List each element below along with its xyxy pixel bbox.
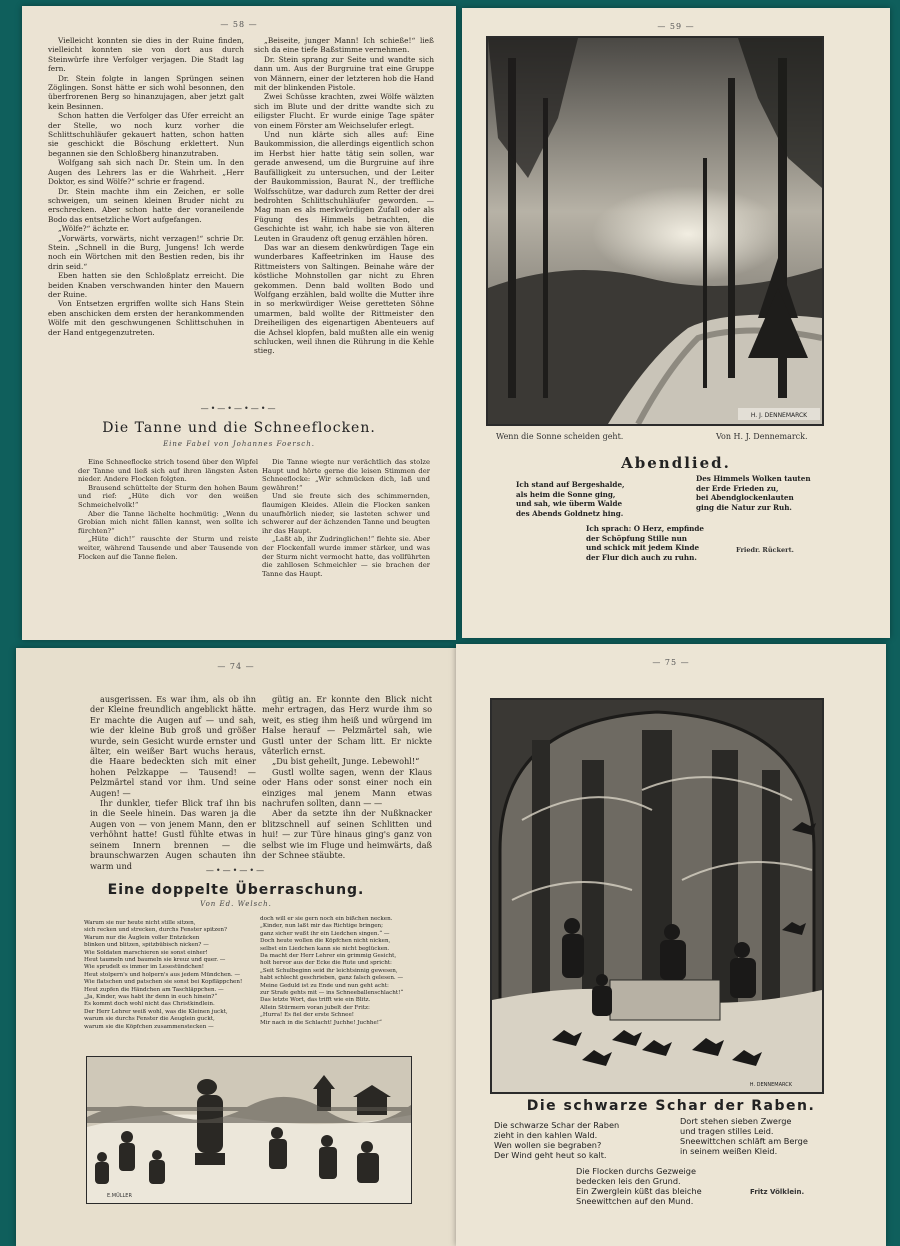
poem-line: Wie sprudelt es immer im Lesestündchen! bbox=[84, 964, 204, 971]
poem-line: Die Flocken durchs Gezweige bbox=[576, 1166, 697, 1176]
poem-line: Heut stolpern's und holpern's aus jedem Mündchen. — bbox=[84, 971, 241, 978]
poem-title: Abendlied. bbox=[621, 454, 731, 472]
snowball-fight-engraving bbox=[87, 1057, 411, 1203]
poem-line: des Abends Goldnetz hing. bbox=[516, 508, 624, 518]
text-column-right bbox=[262, 694, 432, 861]
poem-stanza-3 bbox=[586, 524, 704, 562]
poem-line: sich recken und strecken, durchs Fenster spitzen? bbox=[84, 927, 227, 934]
story-title: Eine doppelte Überraschung. bbox=[107, 882, 365, 898]
paragraph: „Wölfe?“ ächzte er. bbox=[58, 224, 130, 234]
poem-line: habt schlecht geschrieben, ganz falsch gelesen. — bbox=[260, 975, 404, 982]
poem-line: bedecken leis den Grund. bbox=[576, 1176, 681, 1186]
paragraph: Aber da setzte ihn der Nußknacker blitzschnell auf seinen Schlitten und hui! — zur Türe hinaus ging's ganz von selbst wie im Fluge und heimwärts, daß der Schnee stäubte. bbox=[262, 808, 432, 861]
fable-column-left bbox=[78, 458, 258, 561]
page-74 bbox=[16, 648, 456, 1246]
poem-line: Wen wollen sie begraben? bbox=[494, 1140, 602, 1150]
poem-line: Des Himmels Wolken tauten bbox=[696, 474, 811, 483]
poem-line: und schick mit jedem Kinde bbox=[586, 543, 700, 552]
poem-line: der Erde Frieden zu, bbox=[696, 483, 779, 493]
poem-line: ganz sicher wußt ihr ein Liedchen singen.“ — bbox=[260, 930, 390, 937]
paragraph: Vielleicht konnten sie dies in der Ruine finden, vielleicht konnten sie von dort aus durch Steinwürfe ihre Verfolger verjagen. Die Stadt lag fern. bbox=[48, 36, 244, 74]
text-column-left bbox=[90, 694, 256, 871]
poem-line: warum sie durchs Fenster die Aeuglein guckt, bbox=[84, 1016, 215, 1023]
paragraph: „Beiseite, junger Mann! Ich schieße!“ ließ sich da eine tiefe Baßstimme vernehmen. bbox=[254, 36, 434, 55]
poem-line: Wie Soldaten marschieren sie sonst einher! bbox=[84, 949, 208, 956]
ornament-divider: —•—•—•— bbox=[205, 866, 267, 875]
poem-author: Friedr. Rückert. bbox=[736, 546, 794, 554]
poem-line: Ich sprach: O Herz, empfinde bbox=[586, 524, 704, 533]
poem-line: Ich stand auf Bergeshalde, bbox=[516, 480, 625, 489]
text-column-right bbox=[254, 36, 434, 356]
fable-subtitle: Eine Fabel von Johannes Foersch. bbox=[163, 440, 315, 448]
poem-line: Wie flatschen und patschen sie sonst bei Kopfläppchen! bbox=[84, 979, 243, 986]
poem-title: Die schwarze Schar der Raben. bbox=[526, 1098, 816, 1114]
illustration-signature: H. J. DENNEMARCK bbox=[750, 412, 808, 419]
poem-column-left bbox=[84, 920, 258, 1031]
poem-line: Allein Stürmern voran jubelt der Fritz: bbox=[260, 1004, 370, 1011]
poem-line: Sneewittchen schläft am Berge bbox=[680, 1136, 808, 1146]
paragraph: Die Tanne wiegte nur verächtlich das stolze Haupt und hörte gerne die leisen Stimmen der Schneeflocke: „Wir schmücken dich, laß und gewähren!“ bbox=[262, 458, 430, 492]
poem-line: Der Wind geht heut so kalt. bbox=[494, 1150, 607, 1160]
poem-line: „Ja, Kinder, was habt ihr denn in euch hinein?“ bbox=[84, 994, 218, 1001]
illustration-caption: Wenn die Sonne scheiden geht. bbox=[496, 432, 624, 441]
page-59 bbox=[462, 8, 890, 638]
paragraph: ausgerissen. Es war ihm, als ob ihn der Kleine freundlich angeblickt hätte. Er machte die Augen auf — und sah, wie der kleine Bub groß und größer wurde, sein Gesicht wurde ernster und älter, ein weißer Bart wuchs heraus, die Haare bedeckten sich mit einer hohen Pelzkappe — Tausend! — Pelzmärtel stand vor ihm. Und seine Augen! — bbox=[90, 694, 256, 798]
illustration-signature: E.MÜLLER bbox=[107, 1193, 132, 1199]
paragraph: „Laßt ab, ihr Zudringlichen!“ flehte sie. Aber der Flockenfall wurde immer stärker, und was der Sturm nicht vermocht hatte, das vollführten die zahllosen Schmeichler — sie brachen der Tanne das Haupt. bbox=[262, 535, 430, 578]
paragraph: gütig an. Er konnte den Blick nicht mehr ertragen, das Herz wurde ihm so weit, es stieg ihm heiß und würgend im Halse herauf — Pelzmärtel sah, wie Gustl unter der Scham litt. Er nickte väterlich ernst. bbox=[262, 694, 432, 757]
poem-line: Meine Geduld ist zu Ende und nun geht acht: bbox=[260, 982, 389, 989]
paragraph: Dr. Stein folgte in langen Sprüngen seinen Zöglingen. Sonst hätte er sich wohl besonnen, den überfrorenen Berg so hinanzujagen, aber jetzt galt kein Besinnen. bbox=[48, 73, 244, 111]
paragraph: „Du bist geheilt, Junge. Lebewohl!“ bbox=[272, 756, 420, 767]
poem-line: Dort stehen sieben Zwerge bbox=[680, 1116, 792, 1126]
poem-line: Das letzte Wort, das trifft wie ein Blitz. bbox=[260, 997, 371, 1004]
paragraph: Und sie freute sich des schimmernden, flaumigen Kleides. Allein die Flocken sanken unaufhörlich nieder, sie lasteten schwer und schwerer auf der ächzenden Tanne und beugten ihr das Haupt. bbox=[262, 492, 430, 535]
sunset-forest-engraving bbox=[488, 38, 822, 424]
poem-stanza-2 bbox=[680, 1116, 808, 1156]
paragraph: Und nun klärte sich alles auf: Eine Baukommission, die allerdings eigentlich schon im Herbst hier hatte tätig sein sollen, war gerade anwesend, um die Burgruine auf ihre Baufälligkeit zu untersuchen, und der Leiter der Baukommission, Baurat N., der treffliche Wolfsschütze, war dadurch zum Retter der drei bedrohten Schlittschuhläufer geworden. — Mag man es als merkwürdigen Zufall oder als Fügung des Himmels betrachten, die Geschichte ist wahr, ich habe sie von älteren Leuten in Graudenz oft genug erzählen hören. bbox=[254, 130, 434, 243]
illustration-ravens-snow-white bbox=[490, 698, 824, 1094]
paragraph: Aber die Tanne lächelte hochmütig: „Wenn du Grobian mich nicht fällen kannst, wen sollte ich fürchten?“ bbox=[78, 509, 258, 535]
illustration-signature: H. DENNEMARCK bbox=[749, 1082, 792, 1088]
illustration-snowball-fight bbox=[86, 1056, 412, 1204]
paragraph: Ihr dunkler, tiefer Blick traf ihn bis in die Seele hinein. Das waren ja die Augen von — von jenem Mann, den er verhöhnt hatte! Gustl fühlte etwas in seinem Innern brennen — die braunschwarzen Augen schauten ihn warm und bbox=[90, 798, 256, 871]
story-author: Von Ed. Welsch. bbox=[200, 900, 272, 908]
poem-line: blinken und blitzen, spitzbübisch nicken? — bbox=[84, 942, 209, 949]
paragraph: Wolfgang sah sich nach Dr. Stein um. In den Augen des Lehrers las er die Wahrheit. „Herr Doktor, es sind Wölfe?“ schrie er fragend. bbox=[48, 158, 244, 187]
poem-line: Heut zupfen die Händchen am Taschläppchen. — bbox=[84, 986, 224, 993]
page-number: — 75 — bbox=[652, 658, 690, 667]
poem-line: „Seit Schulbeginn seid ihr leichtsinnig gewesen, bbox=[260, 967, 398, 974]
paragraph: „Vorwärts, vorwärts, nicht verzagen!“ schrie Dr. Stein. „Schnell in die Burg, Jungens! Ich werde noch ein Wörtchen mit den Bestien reden, bis ihr drin seid.“ bbox=[48, 233, 244, 271]
paragraph: Gustl wollte sagen, wenn der Klaus oder Hans oder sonst einer noch ein einziges mal jenem Mann etwas nachrufen sollten, dann — — bbox=[262, 766, 432, 809]
poem-line: holt hervor aus der Ecke die Rute und spricht: bbox=[260, 960, 392, 967]
poem-line: Doch heute wollen die Köpfchen nicht nicken, bbox=[260, 938, 391, 945]
poem-line: „Kinder, nun laßt mir das Richtige bringen; bbox=[260, 923, 384, 930]
paragraph: Dr. Stein sprang zur Seite und wandte sich dann um. Aus der Burgruine trat eine Gruppe von Männern, einer der letzteren hob die Hand mit der blinkenden Pistole. bbox=[254, 54, 434, 93]
paragraph: Brausend schüttelte der Sturm den hohen Baum und rief: „Hüte dich vor den weißen Schmeichelvolk!“ bbox=[78, 483, 258, 509]
poem-line: Sneewittchen auf den Mund. bbox=[576, 1196, 694, 1206]
poem-line: selbst ein Liedchen kann sie nicht beglücken. bbox=[260, 945, 390, 952]
text-column-left bbox=[48, 36, 244, 337]
poem-line: und sah, wie überm Walde bbox=[516, 499, 623, 508]
poem-stanza-1 bbox=[516, 480, 625, 518]
paragraph: Eben hatten sie den Schloßplatz erreicht. Die beiden Knaben verschwanden hinter den Mauern der Ruine. bbox=[48, 271, 244, 299]
poem-line: in seinem weißen Kleid. bbox=[680, 1146, 778, 1156]
poem-line: Ein Zwerglein küßt das bleiche bbox=[576, 1186, 702, 1196]
paragraph: Zwei Schüsse krachten, zwei Wölfe wälzten sich im Blute und der dritte wandte sich zu eiligster Flucht. Er wurde einige Tage später von einem Förster am Weichselufer erlegt. bbox=[254, 92, 434, 130]
page-number: — 74 — bbox=[217, 662, 255, 671]
page-58 bbox=[22, 6, 456, 640]
illustration-credit: Von H. J. Dennemarck. bbox=[716, 432, 808, 441]
poem-line: der Schöpfung Stille nun bbox=[586, 533, 688, 543]
ornament-divider: —•—•—•—•— bbox=[200, 404, 278, 413]
poem-line: zieht in den kahlen Wald. bbox=[494, 1130, 598, 1140]
poem-line: Die schwarze Schar der Raben bbox=[494, 1120, 620, 1130]
poem-line: Es kommt doch wohl nicht das Christkindlein. bbox=[84, 1001, 215, 1008]
poem-stanza-1 bbox=[494, 1120, 619, 1160]
fable-column-right bbox=[262, 458, 430, 578]
page-75 bbox=[456, 644, 886, 1246]
poem-line: bei Abendglockenlauten bbox=[696, 493, 794, 502]
poem-stanza-2 bbox=[696, 474, 811, 512]
poem-author: Fritz Völklein. bbox=[750, 1188, 805, 1196]
illustration-sunset-forest bbox=[486, 36, 824, 426]
poem-stanza-3 bbox=[576, 1166, 702, 1206]
poem-line: ging die Natur zur Ruh. bbox=[696, 502, 792, 512]
poem-line: Der Herr Lehrer weiß wohl, was die Kleinen juckt, bbox=[84, 1008, 228, 1015]
poem-line: Heut taumeln und baumeln sie kreuz und quer. — bbox=[84, 957, 226, 964]
paragraph: Dr. Stein machte ihm ein Zeichen, er solle schweigen, um seinen kleinen Bruder nicht zu erschrecken. Aber schon hatte der voraneilende Bodo das entsetzliche Wort aufgefangen. bbox=[48, 186, 244, 224]
poem-line: Da macht der Herr Lehrer ein grimmig Gesicht, bbox=[260, 953, 397, 960]
paragraph: Von Entsetzen ergriffen wollte sich Hans Stein eben anschicken dem ersten der herankommenden Wölfe mit den geschwungenen Schlittschuhen in der Hand entgegenzutreten. bbox=[48, 299, 244, 337]
poem-line: doch will er sie gern noch ein bißchen necken. bbox=[260, 916, 393, 922]
paragraph: Eine Schneeflocke strich tosend über den Wipfel der Tanne und ließ sich auf ihren längsten Ästen nieder. Andere Flocken folgten. bbox=[78, 458, 258, 484]
poem-column-right bbox=[260, 916, 440, 1027]
poem-line: Warum nur die Äuglein voller Entzücken bbox=[84, 934, 200, 941]
poem-line: „Hurra! Es fiel der erste Schnee! bbox=[260, 1012, 355, 1019]
poem-line: Mir nach in die Schlacht! Juchhe! Juchhe!“ bbox=[260, 1019, 382, 1026]
ravens-snow-white-engraving bbox=[492, 700, 822, 1092]
poem-line: zur Strafe gehts mit — ins Schneeballenschlacht!“ bbox=[260, 990, 404, 997]
poem-line: der Flur dich auch zu ruhn. bbox=[586, 552, 697, 562]
poem-line: Warum sie nur heute nicht stille sitzen, bbox=[84, 920, 196, 926]
paragraph: Schon hatten die Verfolger das Ufer erreicht an der Stelle, wo noch kurz vorher die Schlittschuhläufer gekauert hatten, schon hatten sie geschickt die Böschung erklettert. Nun begannen sie den Schloßberg hinanzutraben. bbox=[48, 111, 244, 158]
page-number: — 58 — bbox=[220, 20, 258, 29]
poem-line: als heim die Sonne ging, bbox=[516, 489, 616, 499]
poem-line: und tragen stilles Leid. bbox=[680, 1126, 774, 1136]
paragraph: „Hüte dich!“ rauschte der Sturm und reiste weiter, während Tausende und aber Tausende von Flocken auf die Tanne fielen. bbox=[78, 535, 258, 561]
page-number: — 59 — bbox=[657, 22, 695, 31]
fable-title: Die Tanne und die Schneeflocken. bbox=[102, 420, 376, 436]
paragraph: Das war an diesem denkwürdigen Tage ein wunderbares Kaffeetrinken im Hause des Rittmeisters von Saltingen. Beinahe wäre der köstliche Mohnstollen gar nicht zu Ehren gekommen. Denn bald wollten Bodo und Wolfgang erzählen, bald wollte die Mutter ihre in so merkwürdiger Weise geretteten Söhne umarmen, bald wollte der Rittmeister den Dreiheiligen des eigenartigen Abenteuers auf die Achsel klopfen, bald mußten alle ein wenig schlucken, weil ihnen die Rührung in die Kehle stieg. bbox=[254, 242, 434, 356]
poem-line: warum sie die Köpfchen zusammenstecken — bbox=[84, 1023, 214, 1030]
